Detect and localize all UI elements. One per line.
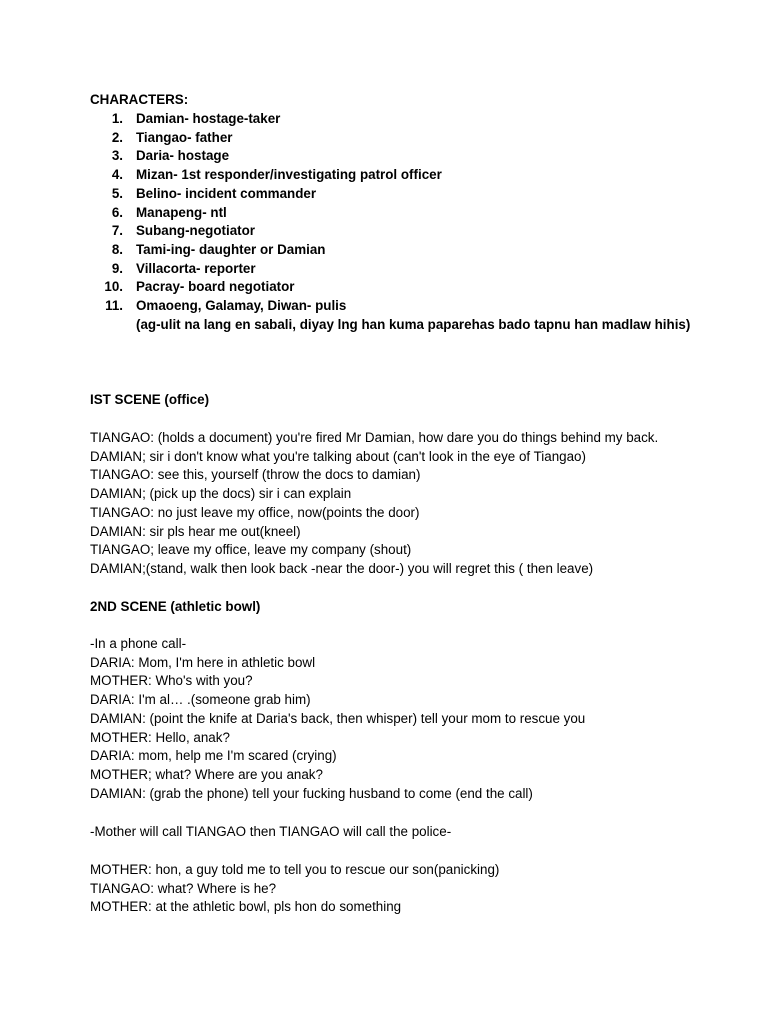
dialogue-line: MOTHER: hon, a guy told me to tell you to rescue our son(panicking) — [90, 862, 500, 877]
item-number: 5. — [111, 185, 123, 201]
dialogue-line: DAMIAN; (pick up the docs) sir i can explain — [90, 486, 352, 502]
item-text: Daria- hostage — [136, 148, 230, 164]
character-item — [90, 278, 736, 297]
item-text: Mizan- 1st responder/investigating patrol officer — [136, 167, 442, 183]
dialogue-line: DAMIAN: (point the knife at Daria's back, then whisper) tell your mom to rescue you — [90, 710, 586, 726]
dialogue-line: DAMIAN: sir pls hear me out(kneel) — [90, 523, 301, 539]
item-number: 3. — [111, 148, 123, 164]
stage-direction: -In a phone call- — [90, 636, 187, 651]
character-item — [90, 185, 736, 204]
dialogue-line: MOTHER; what? Where are you anak? — [90, 766, 323, 782]
item-number: 2. — [111, 129, 123, 145]
character-item — [90, 129, 736, 148]
scene2-dialogue-continued — [90, 861, 499, 917]
character-item — [90, 297, 736, 316]
item-number: 10. — [104, 279, 123, 295]
dialogue-line: DARIA: I'm al… .(someone grab him) — [90, 692, 311, 708]
item-number: 9. — [111, 260, 123, 276]
dialogue-line: TIANGAO; leave my office, leave my company (shout) — [90, 542, 412, 558]
item-text: Damian- hostage-taker — [136, 111, 281, 126]
item-text: Belino- incident commander — [136, 185, 317, 201]
item-number: 6. — [111, 204, 123, 220]
dialogue-line: DAMIAN: (grab the phone) tell your fucking husband to come (end the call) — [90, 785, 533, 801]
dialogue-line: TIANGAO: what? Where is he? — [90, 880, 277, 896]
dialogue-line: TIANGAO: (holds a document) you're fired Mr Damian, how dare you do things behind my back. — [90, 430, 659, 445]
dialogue-line: TIANGAO: no just leave my office, now(points the door) — [90, 504, 420, 520]
item-number: 7. — [111, 223, 123, 239]
item-text: Tami-ing- daughter or Damian — [136, 241, 326, 257]
item-text: Subang-negotiator — [136, 223, 256, 239]
item-text: Tiangao- father — [136, 129, 233, 145]
character-item — [90, 222, 736, 241]
characters-list — [90, 110, 736, 334]
item-number: 4. — [111, 167, 123, 183]
characters-note: (ag-ulit na lang en sabali, diyay lng han kuma paparehas bado tapnu han madlaw hihis) — [136, 316, 691, 332]
dialogue-line: DAMIAN; sir i don't know what you're talking about (can't look in the eye of Tiangao) — [90, 448, 586, 464]
item-number: 11. — [105, 298, 123, 314]
character-item — [90, 166, 736, 185]
item-text: Pacray- board negotiator — [136, 279, 295, 295]
scene1-dialogue — [90, 429, 658, 579]
scene1-heading: IST SCENE (office) — [90, 392, 210, 407]
item-number: 1. — [111, 111, 123, 126]
character-item — [90, 260, 736, 279]
scene2-direction — [90, 823, 451, 842]
character-item — [90, 110, 736, 129]
dialogue-line: MOTHER: at the athletic bowl, pls hon do something — [90, 899, 402, 915]
scene2-dialogue — [90, 635, 585, 803]
character-item — [90, 147, 736, 166]
characters-heading: CHARACTERS: — [90, 92, 189, 107]
dialogue-line: TIANGAO: see this, yourself (throw the docs to damian) — [90, 467, 421, 483]
item-text: Villacorta- reporter — [136, 260, 256, 276]
dialogue-line: DAMIAN;(stand, walk then look back -near the door-) you will regret this ( then leave) — [90, 560, 594, 576]
dialogue-line: DARIA: mom, help me I'm scared (crying) — [90, 748, 337, 764]
item-text: Omaoeng, Galamay, Diwan- pulis — [136, 298, 347, 314]
character-item — [90, 204, 736, 223]
dialogue-line: MOTHER: Hello, anak? — [90, 729, 230, 745]
item-text: Manapeng- ntl — [136, 204, 227, 220]
dialogue-line: DARIA: Mom, I'm here in athletic bowl — [90, 654, 316, 670]
scene2-heading: 2ND SCENE (athletic bowl) — [90, 599, 261, 614]
character-item — [90, 241, 736, 260]
dialogue-line: MOTHER: Who's with you? — [90, 673, 253, 689]
stage-direction: -Mother will call TIANGAO then TIANGAO will call the police- — [90, 824, 452, 839]
item-number: 8. — [111, 241, 123, 257]
